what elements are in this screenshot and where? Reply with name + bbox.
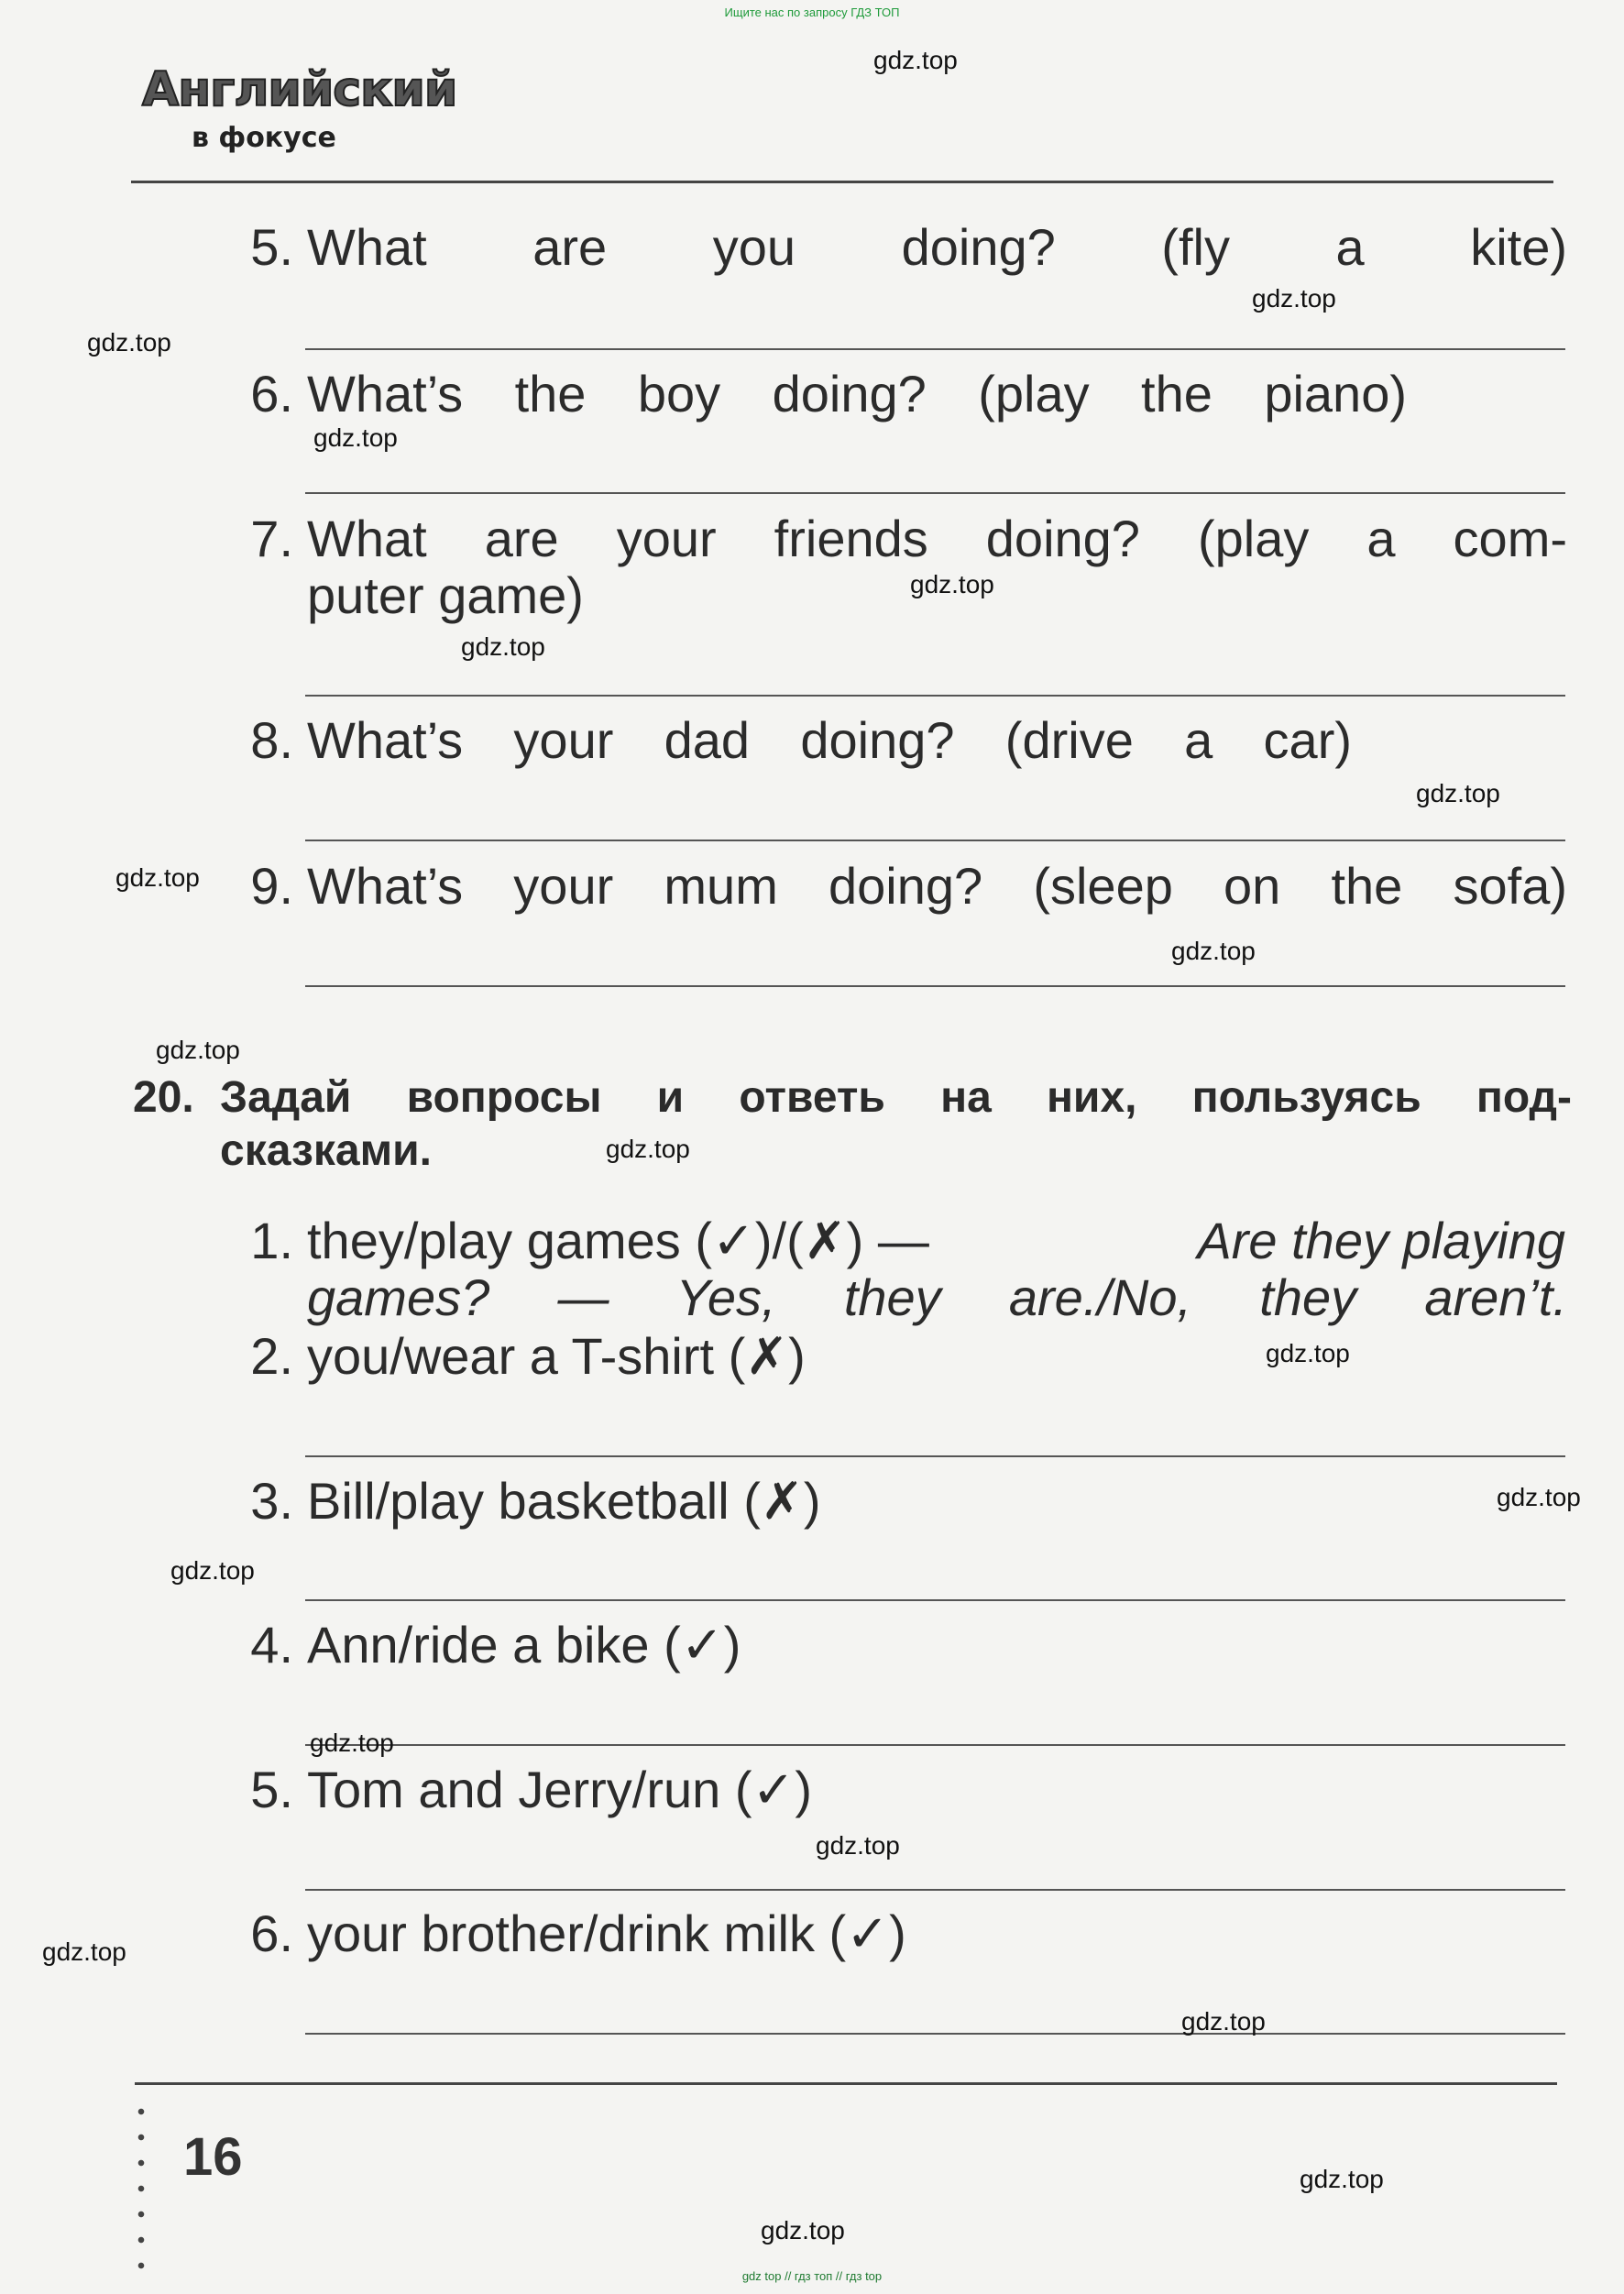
item-text: What’s your dad doing? (drive a car) [307, 711, 1352, 769]
task-line1: Задай вопросы и ответь на них, пользуясь под- [220, 1073, 1572, 1122]
dotted-margin [137, 2099, 145, 2282]
watermark: gdz.top [170, 1556, 255, 1585]
watermark: gdz.top [310, 1729, 394, 1757]
footer-rule [135, 2082, 1557, 2085]
answer-line[interactable] [305, 840, 1565, 841]
exercise-number: 20. [133, 1073, 194, 1122]
watermark: gdz.top [1181, 2007, 1266, 2036]
item-number: 4. [250, 1616, 293, 1674]
watermark: gdz.top [1416, 779, 1500, 807]
list-item [0, 711, 1624, 770]
bottom-note: gdz top // гдз топ // гдз top [741, 2269, 883, 2283]
answer-line[interactable] [305, 1744, 1565, 1746]
list-item [0, 1472, 1624, 1531]
item-text-line1: What are your friends doing? (play a com- [307, 510, 1567, 567]
watermark: gdz.top [761, 2216, 845, 2245]
answer-line[interactable] [305, 695, 1565, 697]
example-answer-line2: games? — Yes, they are./No, they aren’t. [307, 1268, 1567, 1326]
task-line2: сказками. [220, 1126, 432, 1175]
item-text: What’s the boy doing? (play the piano) [307, 365, 1407, 423]
logo-title: Английский [142, 62, 457, 117]
item-text: Ann/ride a bike (✓) [307, 1616, 741, 1674]
header-rule [131, 181, 1553, 183]
watermark: gdz.top [1171, 937, 1256, 965]
item-number: 5. [250, 218, 293, 276]
watermark: gdz.top [115, 863, 200, 892]
book-logo [142, 62, 457, 163]
watermark: gdz.top [42, 1937, 126, 1966]
item-text: What are you doing? (fly a kite) [307, 218, 1567, 276]
item-number: 3. [250, 1472, 293, 1530]
item-number: 9. [250, 857, 293, 915]
item-number: 2. [250, 1327, 293, 1385]
top-note: Ищите нас по запросу ГДЗ ТОП [724, 5, 900, 19]
answer-line[interactable] [305, 348, 1565, 350]
list-item [0, 1327, 1624, 1386]
answer-line[interactable] [305, 1455, 1565, 1457]
watermark: gdz.top [1266, 1339, 1350, 1367]
list-item [0, 1761, 1624, 1819]
item-text: your brother/drink milk (✓) [307, 1904, 906, 1962]
item-text: What’s your mum doing? (sleep on the sofa) [307, 857, 1567, 915]
example-answer-line1: Are they playing [1197, 1212, 1565, 1269]
answer-line[interactable] [305, 985, 1565, 987]
item-number: 6. [250, 365, 293, 423]
item-text-line2: puter game) [307, 566, 584, 624]
list-item [0, 218, 1624, 277]
answer-line[interactable] [305, 1889, 1565, 1891]
answer-line[interactable] [305, 492, 1565, 494]
logo-subtitle: в фокусе [192, 122, 336, 154]
item-text: Bill/play basketball (✗) [307, 1472, 821, 1530]
watermark: gdz.top [816, 1831, 900, 1860]
list-item [0, 857, 1624, 916]
answer-line[interactable] [305, 1599, 1565, 1601]
list-item [0, 510, 1624, 629]
item-number: 6. [250, 1904, 293, 1962]
list-item [0, 365, 1624, 423]
exercise-20-title [133, 1072, 1572, 1182]
watermark: gdz.top [87, 328, 171, 357]
item-number: 8. [250, 711, 293, 769]
answer-line[interactable] [305, 2033, 1565, 2035]
item-number: 1. [250, 1212, 293, 1269]
item-text: you/wear a T-shirt (✗) [307, 1327, 806, 1385]
watermark: gdz.top [461, 632, 545, 661]
list-item [0, 1212, 1624, 1331]
watermark: gdz.top [606, 1135, 690, 1163]
item-prompt: they/play games (✓)/(✗) — [307, 1212, 929, 1269]
watermark: gdz.top [156, 1036, 240, 1064]
watermark: gdz.top [910, 570, 994, 598]
watermark: gdz.top [1252, 284, 1336, 313]
watermark: gdz.top [1300, 2165, 1384, 2193]
item-text: Tom and Jerry/run (✓) [307, 1761, 813, 1818]
watermark: gdz.top [313, 423, 398, 452]
watermark: gdz.top [1497, 1483, 1581, 1511]
item-number: 7. [250, 510, 293, 567]
watermark: gdz.top [873, 46, 958, 74]
list-item [0, 1904, 1624, 1963]
page-number: 16 [183, 2127, 243, 2187]
list-item [0, 1616, 1624, 1674]
item-number: 5. [250, 1761, 293, 1818]
